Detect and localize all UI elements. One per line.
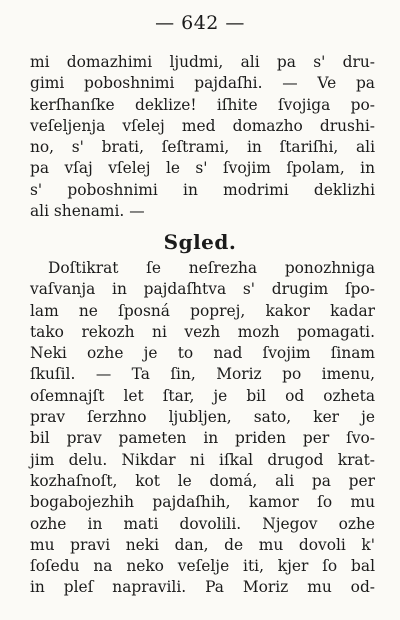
text-line: Doſtikrat ſe neſrezha ponozhniga xyxy=(48,259,375,277)
text-line: prav ſerzhno ljubljen, sato, ker je xyxy=(30,408,375,427)
text-line: kozhaſnoſt, kot le domá, ali pa per xyxy=(30,471,375,490)
text-line: in pleſ napravili. Pa Moriz mu od- xyxy=(30,578,375,597)
text-line: vaſvanja in pajdaſhtva s' drugim ſpo- xyxy=(30,280,375,299)
text-line: bogabojezhih pajdaſhih, kamor ſo mu xyxy=(30,493,375,512)
text-line: no, s' brati, ſeſtrami, in ſtariſhi, ali xyxy=(30,138,375,157)
text-line: gimi poboshnimi pajdaſhi. — Ve pa xyxy=(30,74,375,93)
text-line: kerſhanſke deklize! iſhite ſvojiga po- xyxy=(30,95,375,114)
text-line: oſemnajſt let ſtar, je bil od ozheta xyxy=(30,386,375,405)
page-number: — 642 — xyxy=(155,12,245,34)
text-line: ſkuſil. — Ta ſin, Moriz po imenu, xyxy=(30,365,375,384)
text-line: ali shenami. — xyxy=(30,202,145,221)
text-line: lam ne ſposná poprej, kakor kadar xyxy=(30,301,375,320)
text-line: ſoſedu na neko veſelje iti, kjer ſo bal xyxy=(30,557,375,576)
paragraph-1 xyxy=(30,52,375,222)
text-line: mu pravi neki dan, de mu dovoli k' xyxy=(30,535,375,554)
text-line: pa vſaj vſelej le s' ſvojim ſpolam, in xyxy=(30,159,375,178)
text-line: jim delu. Nikdar ni iſkal drugod krat- xyxy=(30,450,375,469)
section-heading: Sgled. xyxy=(163,230,237,254)
text-line: veſeljenja vſelej med domazho drushi- xyxy=(30,116,375,135)
text-line: Neki ozhe je to nad ſvojim ſinam xyxy=(30,344,375,363)
text-line: bil prav pameten in priden per ſvo- xyxy=(30,429,375,448)
text-line: s' poboshnimi in modrimi deklizhi xyxy=(30,180,375,199)
text-line: mi domazhimi ljudmi, ali pa s' dru- xyxy=(30,53,375,71)
paragraph-2 xyxy=(30,258,375,599)
text-line: ozhe in mati dovolili. Njegov ozhe xyxy=(30,514,375,533)
text-line: tako rekozh ni vezh mozh pomagati. xyxy=(30,322,375,341)
